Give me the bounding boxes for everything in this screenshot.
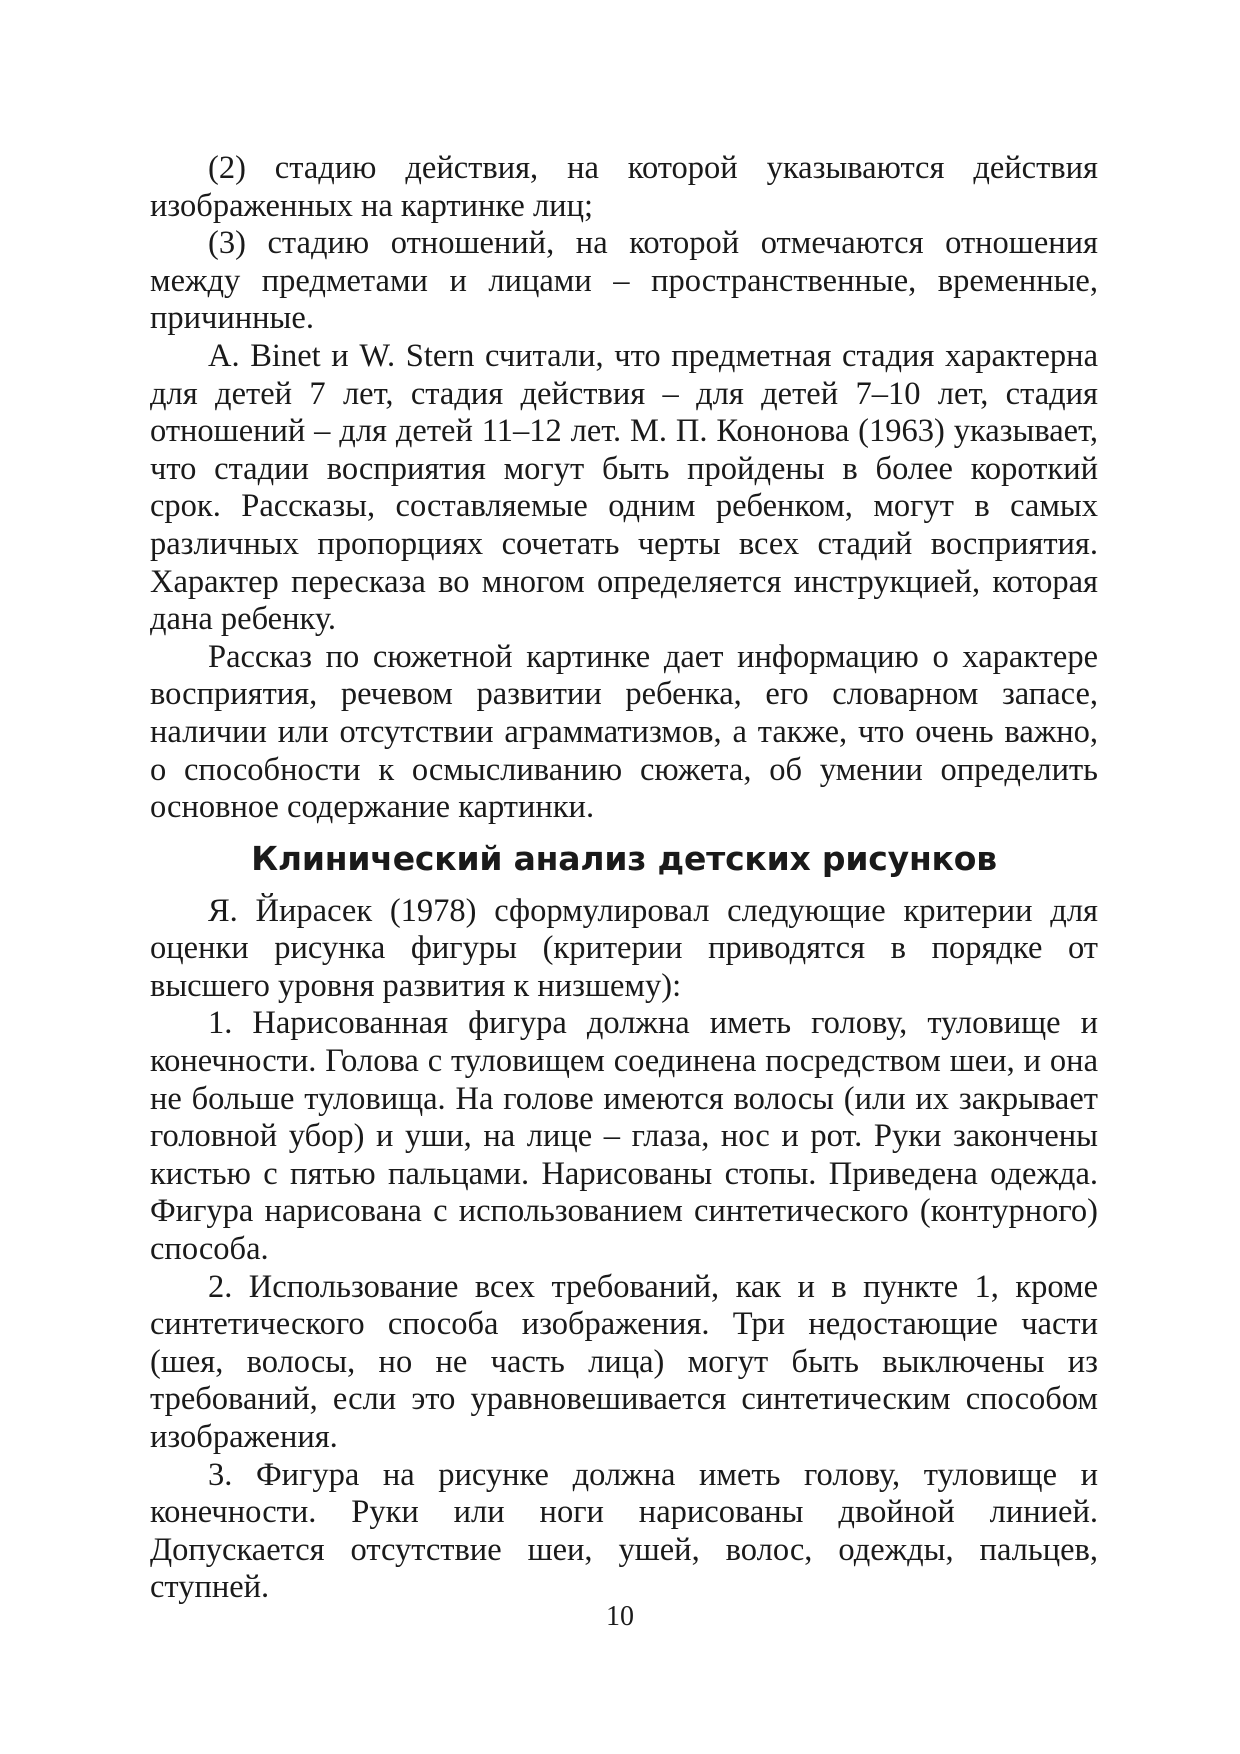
page-body xyxy=(150,150,1098,1607)
paragraph-binet-stern: A. Binet и W. Stern считали, что предметная стадия характерна для детей 7 лет, стадия действия – для детей 7–10 лет, стадия отношений – для детей 11–12 лет. М. П. Кононова (1963) указывает, что стадии восприятия могут быть пройдены в более короткий срок. Рассказы, составляемые одним ребенком, могут в самых различных пропорциях сочетать черты всех стадий восприятия. Характер пересказа во многом определяется инструкцией, которая дана ребенку. xyxy=(150,337,1098,638)
paragraph-jirasek-intro: Я. Йирасек (1978) сформулировал следующие критерии для оценки рисунка фигуры (критерии приводятся в порядке от высшего уровня развития к низшему): xyxy=(150,892,1098,1004)
paragraph-stage-action: (2) стадию действия, на которой указываются действия изображенных на картинке лиц; xyxy=(150,150,1098,224)
paragraph-criterion-2: 2. Использование всех требований, как и в пункте 1, кроме синтетического способа изображения. Три недостающие части (шея, волосы, но не часть лица) могут быть выключены из требований, если это уравновешивается синтетическим способом изображения. xyxy=(150,1268,1098,1455)
paragraph-criterion-1: 1. Нарисованная фигура должна иметь голову, туловище и конечности. Голова с туловищем соединена посредством шеи, и она не больше туловища. На голове имеются волосы (или их закрывает головной убор) и уши, на лице – глаза, нос и рот. Руки закончены кистью с пятью пальцами. Нарисованы стопы. Приведена одежда. Фигура нарисована с использованием синтетического (контурного) способа. xyxy=(150,1005,1098,1268)
paragraph-stage-relations: (3) стадию отношений, на которой отмечаются отношения между предметами и лицами – пространственные, временные, причинные. xyxy=(150,225,1098,337)
section-heading: Клинический анализ детских рисунков xyxy=(251,838,997,878)
paragraph-criterion-3: 3. Фигура на рисунке должна иметь голову, туловище и конечности. Руки или ноги нарисованы двойной линией. Допускается отсутствие шеи, ушей, волос, одежды, пальцев, ступней. xyxy=(150,1456,1098,1606)
page-number: 10 xyxy=(606,1601,634,1632)
paragraph-picture-story: Рассказ по сюжетной картинке дает информацию о характере восприятия, речевом развитии ребенка, его словарном запасе, наличии или отсутствии аграмматизмов, а также, что очень важно, о способности к осмысливанию сюжета, об умении определить основное содержание картинки. xyxy=(150,638,1098,826)
